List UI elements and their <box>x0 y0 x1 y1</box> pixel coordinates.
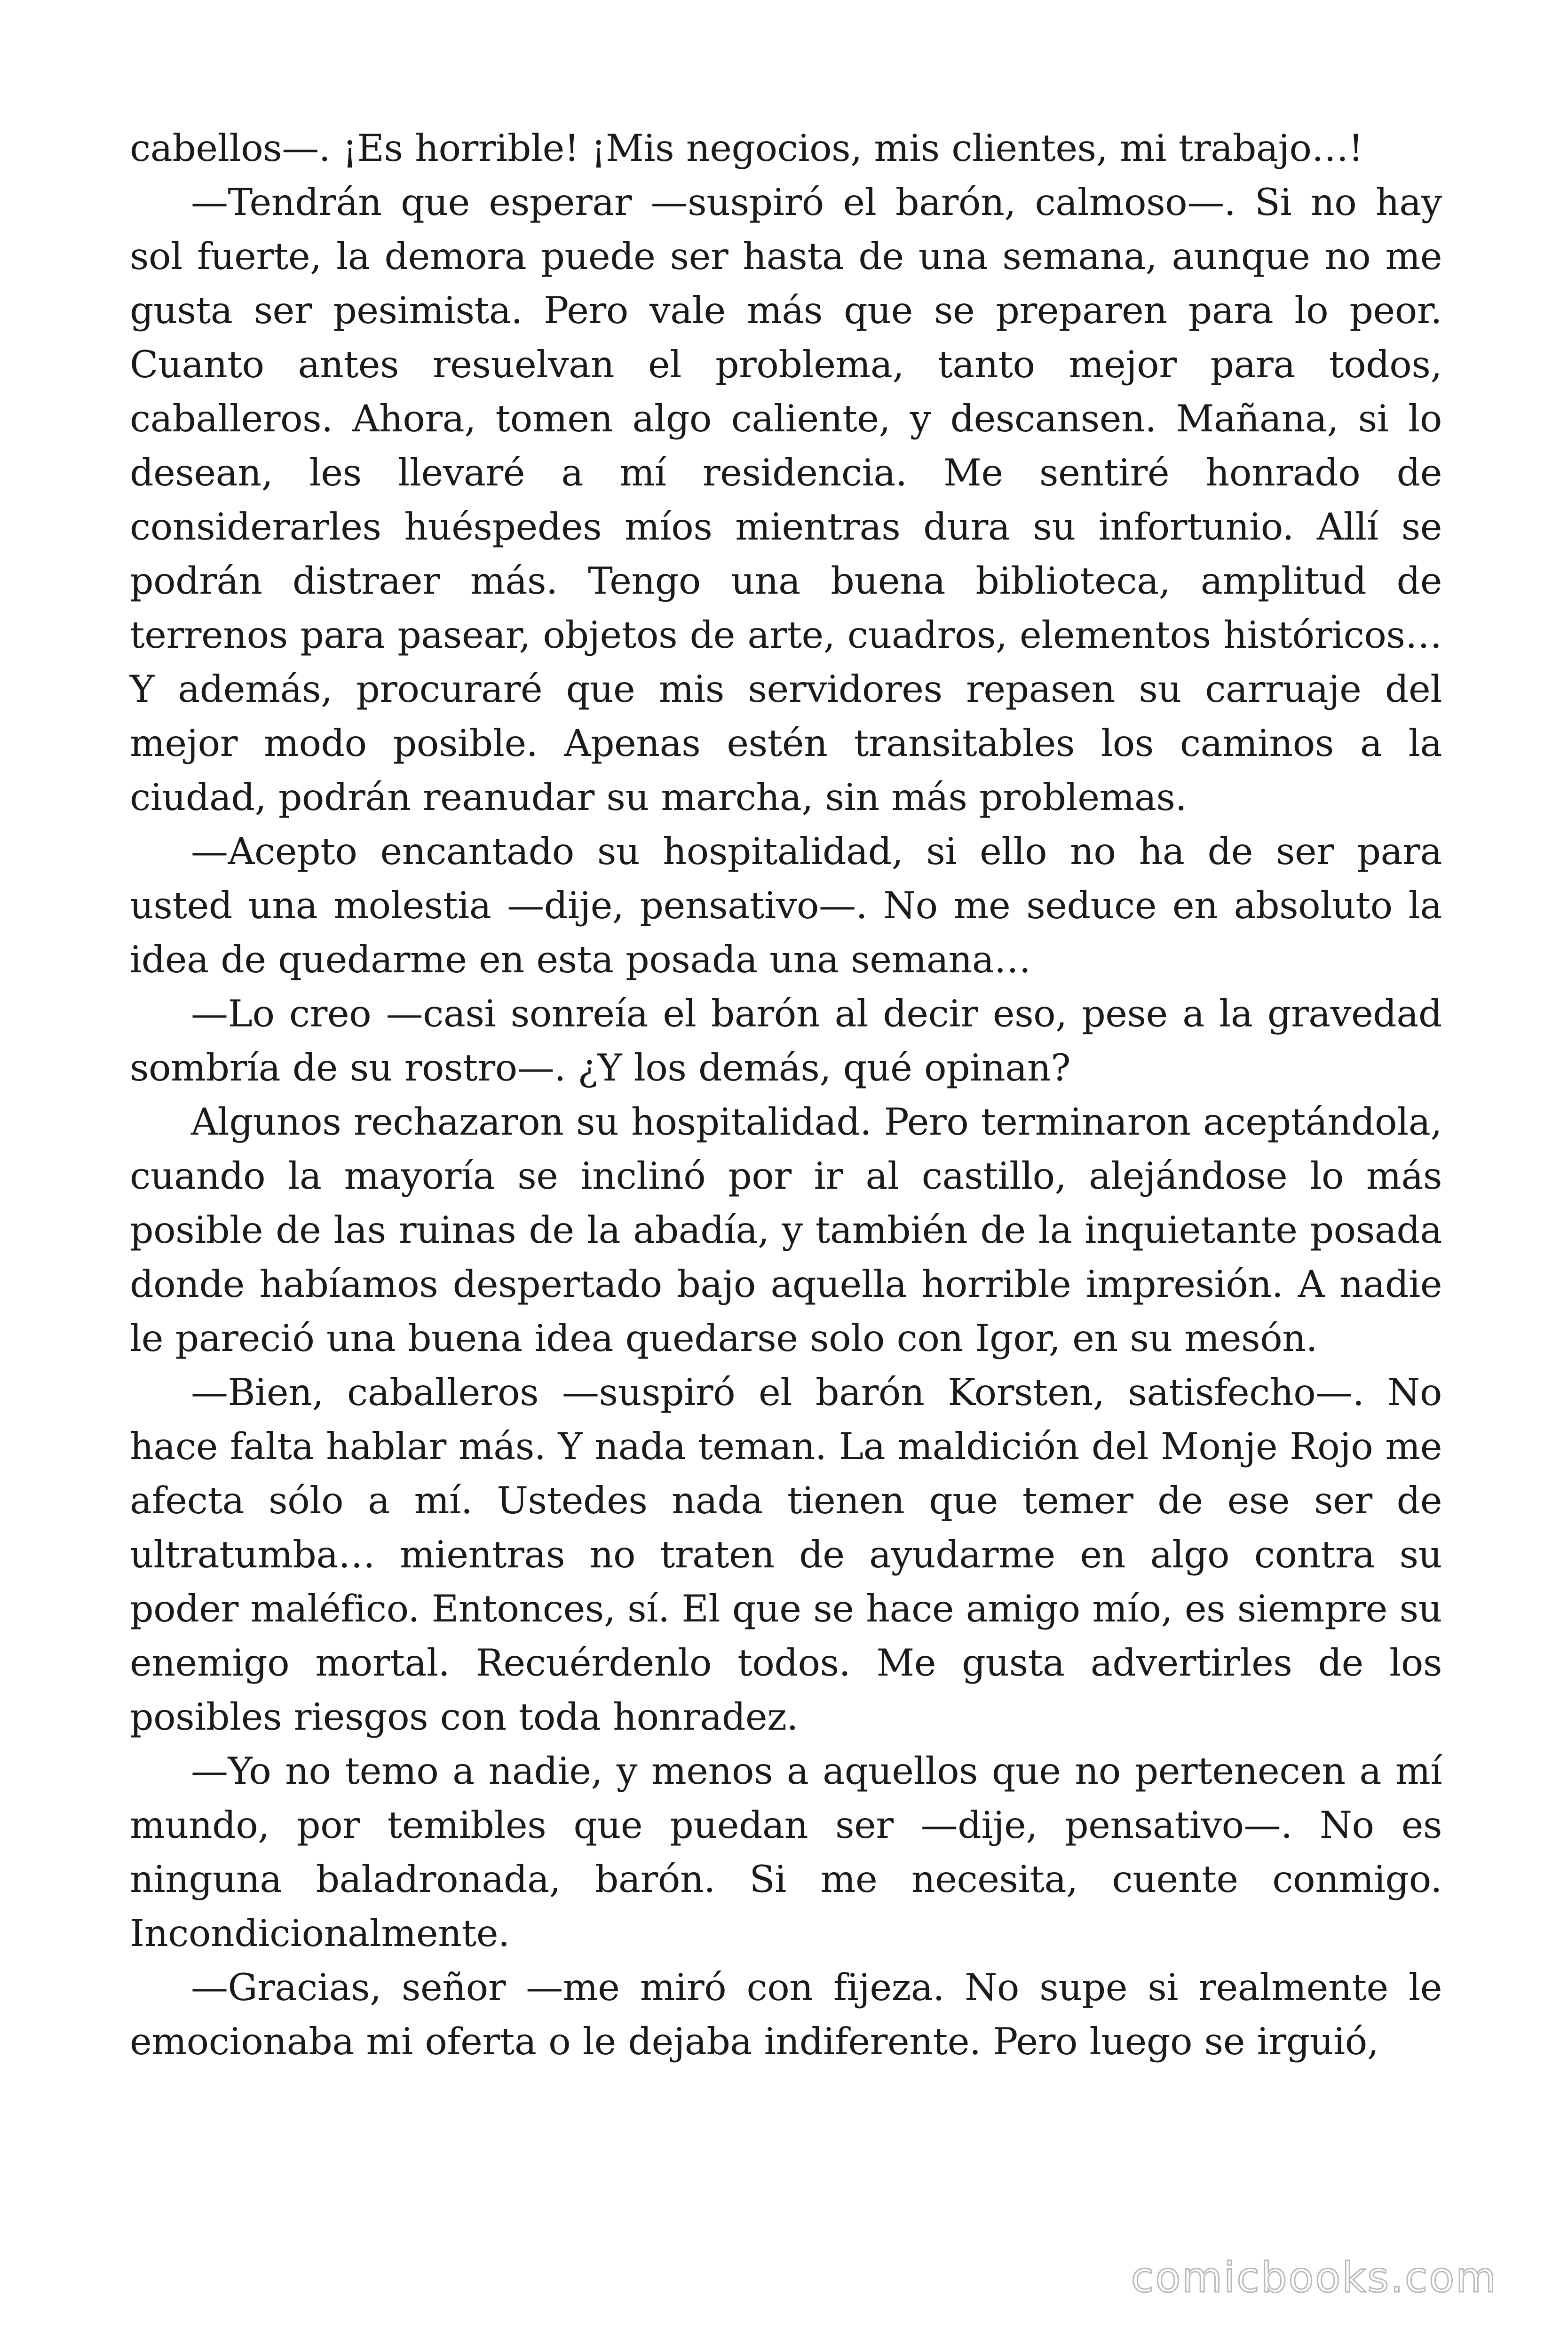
paragraph: —Acepto encantado su hospitalidad, si ello no ha de ser para usted una molestia —dije, pensativo—. No me seduce en absoluto la idea de quedarme en esta posada una semana… <box>130 830 1442 981</box>
page-text <box>130 121 1442 2069</box>
paragraph: cabellos—. ¡Es horrible! ¡Mis negocios, mis clientes, mi trabajo…! <box>130 127 1363 170</box>
paragraph: —Bien, caballeros —suspiró el barón Korsten, satisfecho—. No hace falta hablar más. Y nada teman. La maldición del Monje Rojo me afecta sólo a mí. Ustedes nada tienen que temer de ese ser de ultratumba… mientras no traten de ayudarme en algo contra su poder maléfico. Entonces, sí. El que se hace amigo mío, es siempre su enemigo mortal. Recuérdenlo todos. Me gusta advertirles de los posibles riesgos con toda honradez. <box>130 1371 1442 1739</box>
paragraph: —Gracias, señor —me miró con fijeza. No supe si realmente le emocionaba mi oferta o le dejaba indiferente. Pero luego se irguió, <box>130 1966 1442 2063</box>
paragraph: —Yo no temo a nadie, y menos a aquellos que no pertenecen a mí mundo, por temibles que puedan ser —dije, pensativo—. No es ninguna baladronada, barón. Si me necesita, cuente conmigo. Incondicionalmente. <box>130 1749 1442 1955</box>
paragraph: —Lo creo —casi sonreía el barón al decir eso, pese a la gravedad sombría de su rostro—. ¿Y los demás, qué opinan? <box>130 992 1442 1089</box>
paragraph: Algunos rechazaron su hospitalidad. Pero terminaron aceptándola, cuando la mayoría se inclinó por ir al castillo, alejándose lo más posible de las ruinas de la abadía, y también de la inquietante posada donde habíamos despertado bajo aquella horrible impresión. A nadie le pareció una buena idea quedarse solo con Igor, en su mesón. <box>130 1100 1442 1360</box>
paragraph: —Tendrán que esperar —suspiró el barón, calmoso—. Si no hay sol fuerte, la demora puede ser hasta de una semana, aunque no me gusta ser pesimista. Pero vale más que se preparen para lo peor. Cuanto antes resuelvan el problema, tanto mejor para todos, caballeros. Ahora, tomen algo caliente, y descansen. Mañana, si lo desean, les llevaré a mí residencia. Me sentiré honrado de considerarles huéspedes míos mientras dura su infortunio. Allí se podrán distraer más. Tengo una buena biblioteca, amplitud de terrenos para pasear, objetos de arte, cuadros, elementos históricos… Y además, procuraré que mis servidores repasen su carruaje del mejor modo posible. Apenas estén transitables los caminos a la ciudad, podrán reanudar su marcha, sin más problemas. <box>130 181 1442 819</box>
watermark: comicbooks.com <box>1131 2253 1497 2302</box>
